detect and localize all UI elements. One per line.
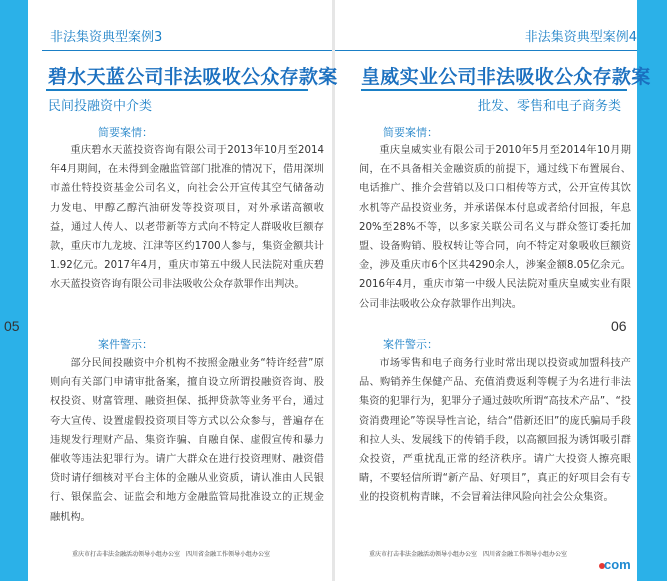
warning-text: 部分民间投融资中介机构不按照金融业务“特许经营”原则向有关部门申请审批备案，擅自设立所谓投融资咨询、股权投资、财富管理、融资担保、抵押贷款等业务平台，通过夸大宣传、设置虚假投资项目等方式以公众参与，普遍存在违规发行理财产品、集资诈骗、自融自保、虚假宣传和暴力催收等违法犯罪行为。请广大群众在进行投资理财、融资借贷时请仔细核对平台主体的金融从业资质，请认准由人民银行、银保监会、证监会和地方金融监管局批准设立的正规金融机构。: [50, 358, 324, 523]
case-label: 非法集资典型案例3: [50, 30, 163, 45]
right-page: [335, 0, 651, 581]
page-number: 05: [4, 318, 20, 334]
watermark: com: [604, 557, 631, 572]
category-subtitle: 民间投融资中介类: [48, 99, 153, 114]
title-underline: [46, 89, 308, 91]
warning-heading: 案件警示：: [98, 338, 153, 351]
page-title: 碧水天蓝公司非法吸收公众存款案: [48, 66, 338, 88]
title-underline: [361, 89, 627, 91]
warning-text: 市场零售和电子商务行业时常出现以投资或加盟科技产品、购销养生保健产品、充值消费返利等幌子为名进行非法集资的犯罪行为，犯罪分子通过鼓吹所谓“高技术产品”、“投资消费理论”等误导性言论，结合“借新还旧”的庞氏骗局手段和拉人头、发展线下的传销手段，以高额回报为诱饵吸引群众投资，严重扰乱正常的经济秩序。请广大投资人擦亮眼睛，不要轻信所谓“新产品、好项目”，真正的好项目会有专业的投资机构青睐，不会冒着法律风险向社会公众集资。: [359, 358, 631, 504]
header-rule: [42, 50, 332, 51]
case-label: 非法集资典型案例4: [524, 30, 637, 45]
warning-heading: 案件警示：: [383, 338, 438, 351]
summary-text: 重庆碧水天蓝投资咨询有限公司于2013年10月至2014年4月期间，在未得到金融监管部门批准的情况下，借用深圳市盖仕特投资基金公司名义，向社会公开宣传其空气储备动力发电、甲醇乙醇汽油研发等投资项目，对外承诺高额收益，通过人传人、以老带新等方式向不特定人群吸收巨额存款，重庆市九龙坡、江津等区约1700人参与，集资金额共计1.92亿元。2017年4月，重庆市第五中级人民法院对重庆碧水天蓝投资咨询有限公司非法吸收公众存款罪作出判决。: [50, 145, 324, 291]
category-subtitle: 批发、零售和电子商务类: [477, 99, 621, 114]
left-edge-band: [0, 0, 28, 581]
summary-text: 重庆皇威实业有限公司于2010年5月至2014年10月期间，在不具备相关金融资质的前提下，通过线下布置展台、电话推广、推介会营销以及口口相传等方式，公开宣传其饮水机等产品投资业务，并承诺保本付息或者给付回报，年息20%至28%不等，以多家关联公司名义与群众签订委托加盟、设备购销、股权转让等合同，向不特定对象吸收巨额资金，涉及重庆市6个区共4290余人，涉案金额8.05亿余元。2016年4月，重庆市第一中级人民法院对重庆皇威实业有限公司非法吸收公众存款罪作出判决。: [359, 145, 631, 310]
summary-heading: 简要案情：: [383, 126, 438, 139]
page-footer: 重庆市打击非法金融活动领导小组办公室 四川省金融工作领导小组办公室: [369, 551, 568, 558]
page-title: 皇威实业公司非法吸收公众存款案: [361, 66, 651, 88]
summary-heading: 简要案情：: [98, 126, 153, 139]
page-footer: 重庆市打击非法金融活动领导小组办公室 四川省金融工作领导小组办公室: [72, 551, 271, 558]
page-number: 06: [611, 318, 627, 334]
header-rule: [335, 50, 637, 51]
left-page: [4, 0, 338, 581]
